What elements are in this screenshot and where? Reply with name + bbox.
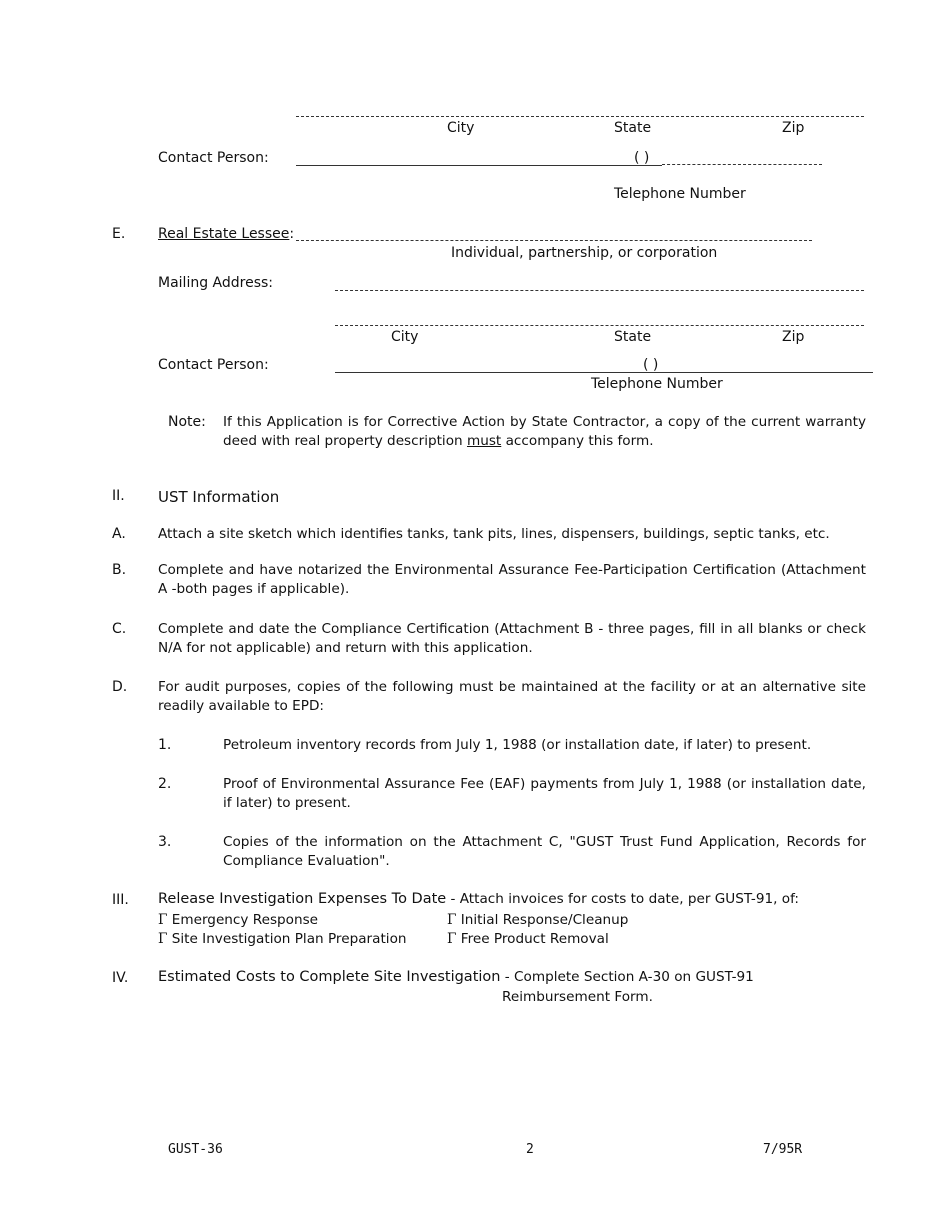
note-label: Note:: [168, 414, 206, 430]
mailing-city-label: City: [391, 329, 419, 345]
subitem-3-text: Copies of the information on the Attachment C, "GUST Trust Fund Application, Records for Compliance Evaluation".: [223, 834, 866, 869]
mailing-address-line[interactable]: [335, 290, 864, 291]
phone-area-parens: ( ): [634, 150, 650, 166]
phone-number-line[interactable]: [662, 164, 822, 165]
section-iv-text-line2: Reimbursement Form.: [502, 989, 653, 1005]
mailing-city-line[interactable]: [335, 325, 864, 326]
checkbox-icon[interactable]: Γ: [158, 912, 168, 928]
section-iii-numeral: III.: [112, 892, 129, 908]
option-free-product-removal[interactable]: [447, 931, 609, 947]
section-e-title: [158, 226, 294, 242]
checkbox-icon[interactable]: Γ: [158, 931, 168, 947]
item-d-text: For audit purposes, copies of the following must be maintained at the facility or at an alternative site readily available to EPD:: [158, 679, 866, 714]
note-text-part1: If this Application is for Corrective Action by State Contractor, a copy of the current warranty deed with real property description: [223, 414, 866, 449]
item-b-text: Complete and have notarized the Environmental Assurance Fee-Participation Certification (Attachment A -both pages if applicable).: [158, 562, 866, 597]
lessee-telephone-label: Telephone Number: [591, 376, 723, 392]
option-label: Initial Response/Cleanup: [460, 912, 629, 928]
section-iii-heading: [158, 891, 799, 907]
subitem-2-num: 2.: [158, 776, 172, 792]
lessee-phone-parens: ( ): [643, 357, 659, 373]
section-iii-title: Release Investigation Expenses To Date: [158, 891, 447, 907]
item-b-letter: B.: [112, 562, 127, 578]
zip-label: Zip: [782, 120, 805, 136]
footer-page-number: 2: [526, 1142, 534, 1157]
footer-revision: 7/95R: [763, 1142, 803, 1157]
lessee-contact-line[interactable]: [335, 372, 873, 373]
option-label: Emergency Response: [171, 912, 319, 928]
section-e-title-colon: :: [289, 226, 295, 242]
lessee-type-label: Individual, partnership, or corporation: [451, 245, 718, 261]
section-e-title-text: Real Estate Lessee: [158, 226, 290, 242]
option-initial-response-cleanup[interactable]: [447, 912, 628, 928]
mailing-address-label: Mailing Address:: [158, 275, 274, 291]
note-text: [223, 413, 866, 451]
telephone-number-label: Telephone Number: [614, 186, 746, 202]
section-iv-heading: [158, 969, 754, 985]
section-iv-numeral: IV.: [112, 970, 129, 986]
checkbox-icon[interactable]: Γ: [447, 912, 457, 928]
option-label: Site Investigation Plan Preparation: [171, 931, 407, 947]
state-label: State: [614, 120, 652, 136]
lessee-name-line[interactable]: [296, 240, 812, 241]
option-label: Free Product Removal: [460, 931, 609, 947]
contact-person-line[interactable]: [296, 165, 662, 166]
subitem-1-text: Petroleum inventory records from July 1, 1988 (or installation date, if later) to present.: [223, 737, 812, 753]
section-ii-numeral: II.: [112, 488, 125, 504]
checkbox-icon[interactable]: Γ: [447, 931, 457, 947]
city-label: City: [447, 120, 475, 136]
contact-person-label: Contact Person:: [158, 150, 269, 166]
mailing-state-label: State: [614, 329, 652, 345]
item-a-text: Attach a site sketch which identifies tanks, tank pits, lines, dispensers, buildings, septic tanks, etc.: [158, 526, 830, 542]
option-site-investigation-plan[interactable]: [158, 931, 407, 947]
note-text-part2: accompany this form.: [505, 433, 654, 449]
item-c-letter: C.: [112, 621, 127, 637]
subitem-3-num: 3.: [158, 834, 172, 850]
section-e-letter: E.: [112, 226, 126, 242]
section-ii-title: UST Information: [158, 488, 280, 506]
subitem-2-text: Proof of Environmental Assurance Fee (EAF) payments from July 1, 1988 (or installation date, if later) to present.: [223, 776, 866, 811]
section-iii-text: - Attach invoices for costs to date, per GUST-91, of:: [446, 891, 799, 907]
item-c-text: Complete and date the Compliance Certification (Attachment B - three pages, fill in all blanks or check N/A for not applicable) and return with this application.: [158, 621, 866, 656]
section-iv-text: - Complete Section A-30 on GUST-91: [500, 969, 754, 985]
address-line-dashed[interactable]: [296, 116, 864, 117]
lessee-contact-label: Contact Person:: [158, 357, 269, 373]
subitem-1-num: 1.: [158, 737, 172, 753]
section-iv-title: Estimated Costs to Complete Site Investigation: [158, 969, 501, 985]
item-a-letter: A.: [112, 526, 126, 542]
option-emergency-response[interactable]: [158, 912, 318, 928]
footer-form-id: GUST-36: [168, 1142, 223, 1157]
note-must: must: [466, 433, 502, 449]
mailing-zip-label: Zip: [782, 329, 805, 345]
item-d-letter: D.: [112, 679, 128, 695]
